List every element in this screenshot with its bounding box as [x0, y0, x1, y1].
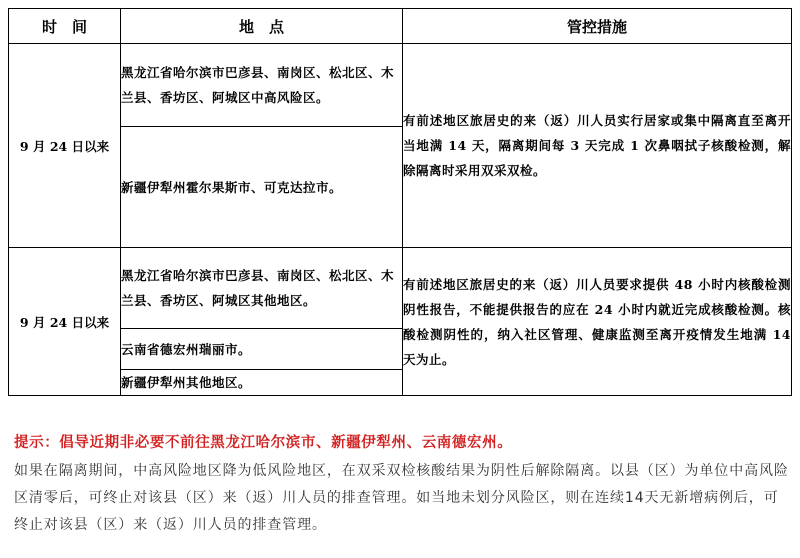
place-cell: 新疆伊犁州霍尔果斯市、可克达拉市。: [121, 127, 403, 248]
header-time: 时 间: [9, 9, 121, 44]
header-measure: 管控措施: [403, 9, 792, 44]
place-cell: 新疆伊犁州其他地区。: [121, 370, 403, 396]
time-cell: 9 月 24 日以来: [9, 248, 121, 396]
header-place: 地 点: [121, 9, 403, 44]
measure-cell: 有前述地区旅居史的来（返）川人员要求提供 48 小时内核酸检测阴性报告，不能提供报告的应在 24 小时内就近完成核酸检测。核酸检测阴性的，纳入社区管理、健康监测至离开疫情发生地满 14 天为止。: [403, 248, 792, 396]
table-row: [9, 44, 792, 127]
travel-advisory-tip: 提示：倡导近期非必要不前往黑龙江哈尔滨市、新疆伊犁州、云南德宏州。: [14, 434, 513, 451]
measure-cell: 有前述地区旅居史的来（返）川人员实行居家或集中隔离直至离开当地满 14 天，隔离期间每 3 天完成 1 次鼻咽拭子核酸检测，解除隔离时采用双采双检。: [403, 44, 792, 248]
control-measures-table: [8, 8, 792, 396]
notes-section: [14, 428, 790, 539]
place-cell: 云南省德宏州瑞丽市。: [121, 329, 403, 370]
isolation-release-note: 如果在隔离期间，中高风险地区降为低风险地区，在双采双检核酸结果为阴性后解除隔离。以县（区）为单位中高风险区清零后，可终止对该县（区）来（返）川人员的排查管理。如当地未划分风险区，则在连续14天无新增病例后，可终止对该县（区）来（返）川人员的排查管理。: [14, 463, 789, 533]
place-cell: 黑龙江省哈尔滨市巴彦县、南岗区、松北区、木兰县、香坊区、阿城区其他地区。: [121, 248, 403, 329]
time-cell: 9 月 24 日以来: [9, 44, 121, 248]
table-header-row: [9, 9, 792, 44]
table-row: [9, 248, 792, 329]
place-cell: 黑龙江省哈尔滨市巴彦县、南岗区、松北区、木兰县、香坊区、阿城区中高风险区。: [121, 44, 403, 127]
